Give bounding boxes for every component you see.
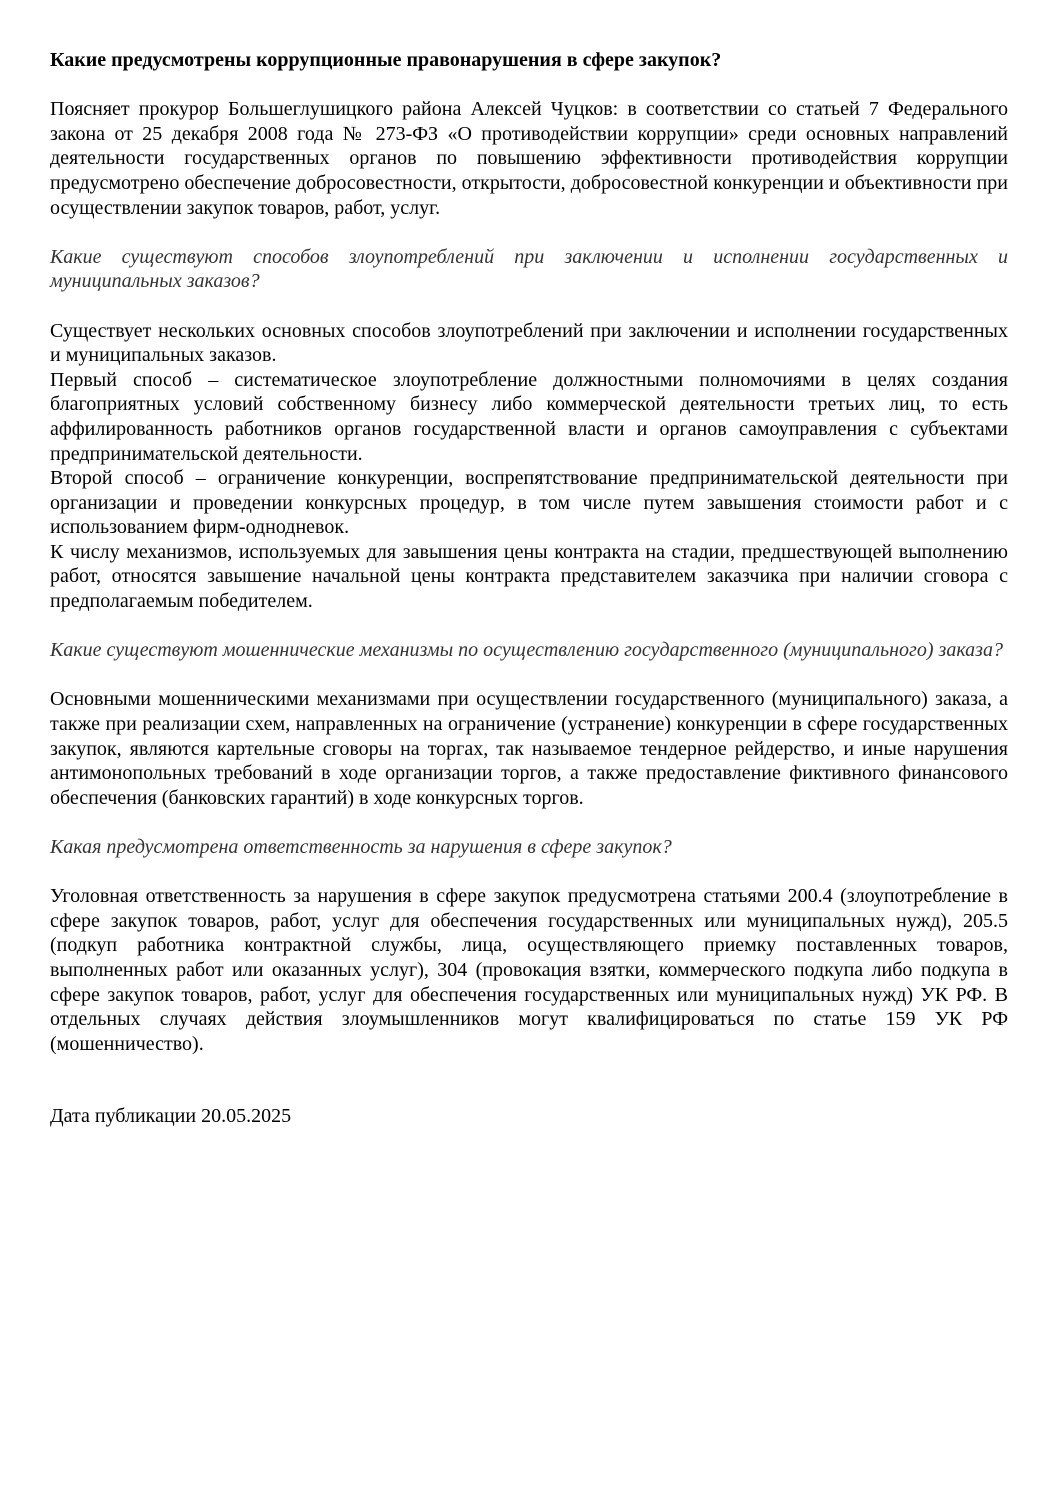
document-page <box>50 48 1008 1129</box>
section-1-paragraph-4: К числу механизмов, используемых для завышения цены контракта на стадии, предшествующей выполнению работ, относятся завышение начальной цены контракта представителем заказчика при наличии сговора с предполагаемым победителем. <box>50 540 1008 613</box>
spacer <box>50 294 1008 319</box>
section-3-paragraph-1: Уголовная ответственность за нарушения в сфере закупок предусмотрена статьями 200.4 (злоупотребление в сфере закупок товаров, работ, услуг для обеспечения государственных или муниципальных нужд), 205.5 (подкуп работника контрактной службы, лица, осуществляющего приемку поставленных товаров, выполненных работ или оказанных услуг), 304 (провокация взятки, коммерческого подкупа либо подкупа в сфере закупок товаров, работ, услуг для обеспечения государственных или муниципальных нужд) УК РФ. В отдельных случаях действия злоумышленников могут квалифицироваться по статье 159 УК РФ (мошенничество). <box>50 885 1008 1055</box>
section-question-1: Какие существуют способов злоупотреблений при заключении и исполнении государственных и муниципальных заказов? <box>50 245 1008 293</box>
section-question-3: Какая предусмотрена ответственность за нарушения в сфере закупок? <box>50 836 672 858</box>
section-1-paragraph-1: Существует нескольких основных способов злоупотреблений при заключении и исполнении государственных и муниципальных заказов. <box>50 319 1008 367</box>
spacer <box>50 860 1008 885</box>
publication-date: Дата публикации 20.05.2025 <box>50 1105 292 1128</box>
spacer <box>50 614 1008 639</box>
section-1-paragraph-3: Второй способ – ограничение конкуренции, воспрепятствование предпринимательской деятельности при организации и проведении конкурсных процедур, в том числе путем завышения стоимости работ и с использованием фирм-однодневок. <box>50 467 1008 539</box>
spacer <box>50 810 1008 835</box>
section-1-paragraph-2: Первый способ – систематическое злоупотребление должностными полномочиями в целях создания благоприятных условий собственному бизнесу либо коммерческой деятельности третьих лиц, то есть аффилированность работников органов государственной власти и органов самоуправления с субъектами предпринимательской деятельности. <box>50 368 1008 465</box>
document-title: Какие предусмотрены коррупционные правонарушения в сфере закупок? <box>50 49 722 71</box>
spacer <box>50 220 1008 245</box>
spacer <box>50 73 1008 98</box>
intro-paragraph: Поясняет прокурор Большеглушицкого района Алексей Чуцков: в соответствии со статьей 7 Федерального закона от 25 декабря 2008 года № 273-ФЗ «О противодействии коррупции» среди основных направлений деятельности государственных органов по повышению эффективности противодействия коррупции предусмотрено обеспечение добросовестности, открытости, добросовестной конкуренции и объективности при осуществлении закупок товаров, работ, услуг. <box>50 98 1008 219</box>
spacer <box>50 663 1008 688</box>
section-question-2: Какие существуют мошеннические механизмы по осуществлению государственного (муниципального) заказа? <box>50 639 1003 662</box>
section-2-paragraph-1: Основными мошенническими механизмами при осуществлении государственного (муниципального) заказа, а также при реализации схем, направленных на ограничение (устранение) конкуренции в сфере государственных закупок, являются картельные сговоры на торгах, так называемое тендерное рейдерство, и иные нарушения антимонопольных требований в ходе организации торгов, а также предоставление фиктивного финансового обеспечения (банковских гарантий) в ходе конкурсных торгов. <box>50 688 1008 809</box>
